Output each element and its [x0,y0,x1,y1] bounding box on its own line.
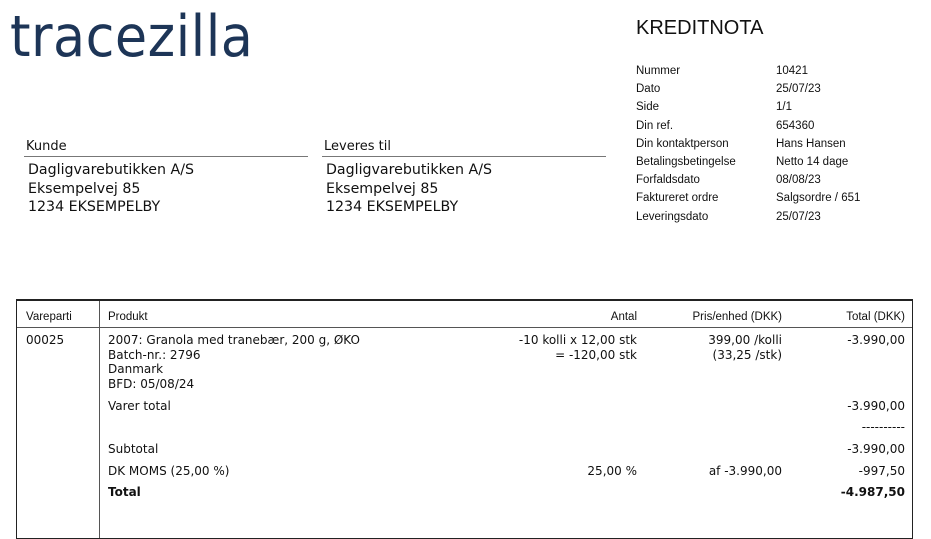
meta-label: Betalingsbetingelse [636,156,736,169]
item-unit-price: 399,00 /kolli [708,333,782,347]
items-total-label: Varer total [108,399,171,413]
meta-label: Nummer [636,65,681,78]
header-quantity: Antal [610,311,637,323]
header-lot: Vareparti [26,311,72,323]
delivery-heading: Leveres til [322,139,606,157]
header-product: Produkt [108,311,148,323]
meta-row-page [636,98,860,116]
meta-value: Salgsordre / 651 [776,192,861,205]
meta-row-date [636,80,860,98]
meta-label: Forfaldsdato [636,174,700,187]
item-origin: Danmark [108,362,164,376]
meta-row-contact [636,135,860,153]
item-lot: 00025 [26,333,65,347]
document-title: KREDITNOTA [636,17,764,39]
customer-heading: Kunde [24,139,308,157]
item-product-name: 2007: Granola med tranebær, 200 g, ØKO [108,333,360,347]
customer-city: 1234 EKSEMPELBY [28,199,161,215]
sum-separator: ---------- [861,420,905,434]
meta-label: Dato [636,83,661,96]
meta-label: Faktureret ordre [636,192,719,205]
meta-label: Side [636,101,660,114]
subtotal-label: Subtotal [108,442,159,456]
items-total-value: -3.990,00 [847,399,905,413]
meta-row-delivery-date [636,208,860,226]
company-logo: tracezilla [10,4,254,70]
meta-value: 08/08/23 [776,174,821,187]
customer-name: Dagligvarebutikken A/S [28,162,195,178]
line-items-table [16,299,913,539]
header-total: Total (DKK) [846,311,905,323]
meta-row-reference [636,117,860,135]
customer-address [24,139,308,217]
meta-label: Leveringsdato [636,210,709,223]
meta-value: 654360 [776,119,815,132]
meta-value: 1/1 [776,101,792,114]
vat-rate: 25,00 % [587,464,637,478]
meta-row-due-date [636,171,860,189]
item-unit-price-per-piece: (33,25 /stk) [712,347,782,362]
meta-value: 25/07/23 [776,210,821,223]
grand-total-label: Total [108,485,141,499]
item-batch: Batch-nr.: 2796 [108,347,201,362]
vat-basis: af -3.990,00 [708,464,782,478]
meta-label: Din ref. [636,119,674,132]
meta-row-payment-terms [636,153,860,171]
meta-value: 25/07/23 [776,83,821,96]
header-divider [17,327,912,328]
item-total: -3.990,00 [847,333,905,347]
vat-label: DK MOMS (25,00 %) [108,464,230,478]
item-quantity: -10 kolli x 12,00 stk [518,333,637,347]
delivery-street: Eksempelvej 85 [326,180,439,197]
vat-value: -997,50 [858,464,905,478]
customer-street: Eksempelvej 85 [28,180,141,197]
meta-value: Netto 14 dage [776,156,849,169]
meta-value: 10421 [776,65,808,78]
meta-row-number [636,62,860,80]
header-unit-price: Pris/enhed (DKK) [692,311,782,323]
meta-row-invoiced-order [636,189,860,207]
column-divider [99,301,100,538]
meta-label: Din kontaktperson [636,137,729,150]
meta-value: Hans Hansen [776,137,846,150]
item-best-before: BFD: 05/08/24 [108,376,195,391]
subtotal-value: -3.990,00 [847,442,905,456]
item-quantity-total: = -120,00 stk [555,347,637,362]
delivery-address [322,139,606,217]
grand-total-value: -4.987,50 [840,485,905,499]
delivery-city: 1234 EKSEMPELBY [326,199,459,215]
delivery-name: Dagligvarebutikken A/S [326,162,493,178]
document-meta [636,62,860,226]
